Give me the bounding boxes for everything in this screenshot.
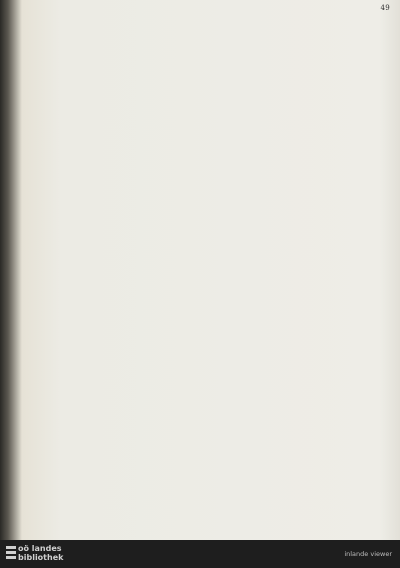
entry-line	[26, 292, 194, 297]
entry-line	[31, 242, 194, 247]
entry-line	[203, 214, 387, 219]
entry-line	[31, 429, 194, 434]
entry-line	[26, 206, 194, 211]
entry-line	[208, 113, 387, 118]
entry-line	[203, 432, 387, 437]
page-number: 49	[380, 4, 390, 12]
entry-line	[26, 443, 194, 448]
entry-line	[26, 98, 194, 103]
entry-line	[208, 238, 387, 243]
entry-line	[26, 465, 194, 470]
viewer-footer	[0, 540, 400, 568]
entry-line	[203, 152, 387, 157]
column-left	[26, 12, 194, 486]
entry-line	[31, 350, 194, 355]
entry-line	[31, 105, 194, 110]
entry-line	[31, 134, 194, 139]
entry-line	[26, 271, 194, 276]
entry-line	[208, 315, 387, 320]
entry-line	[26, 34, 194, 39]
entry-line	[203, 199, 387, 204]
entry-line	[208, 98, 387, 103]
entry-line	[31, 41, 194, 46]
entry-line	[31, 415, 194, 420]
entry-line	[26, 379, 194, 384]
entry-line	[31, 192, 194, 197]
entry-line	[208, 222, 387, 227]
entry-line	[26, 77, 194, 82]
entry-line	[208, 331, 387, 336]
entry-line	[26, 12, 194, 17]
entry-line	[31, 264, 194, 269]
entry-line	[208, 300, 387, 305]
entry-line	[208, 456, 387, 461]
entry-line	[203, 323, 387, 328]
entry-line	[26, 249, 194, 254]
entry-line	[208, 129, 387, 134]
entry-line	[203, 354, 387, 359]
entry-line	[203, 90, 387, 95]
entry-line	[31, 26, 194, 31]
entry-line	[31, 307, 194, 312]
entry-line	[208, 35, 387, 40]
entry-line	[208, 253, 387, 258]
entry-line	[31, 127, 194, 132]
entry-line	[31, 472, 194, 477]
entry-line	[31, 371, 194, 376]
entry-line	[31, 199, 194, 204]
entry-line	[31, 62, 194, 67]
entry-line	[203, 448, 387, 453]
entry-line	[203, 277, 387, 282]
entry-line	[31, 19, 194, 24]
entry-line	[203, 339, 387, 344]
entry-line	[31, 300, 194, 305]
entry-line	[26, 422, 194, 427]
entry-line	[31, 70, 194, 75]
entry-line	[26, 335, 194, 340]
entry-line	[31, 91, 194, 96]
entry-line	[203, 308, 387, 313]
entry-line	[26, 163, 194, 168]
entry-line	[26, 357, 194, 362]
entry-line	[208, 409, 387, 414]
entry-line	[203, 261, 387, 266]
entry-line	[208, 144, 387, 149]
entry-line	[31, 285, 194, 290]
column-right	[203, 12, 387, 479]
entry-line	[31, 436, 194, 441]
entry-line	[203, 105, 387, 110]
entry-line	[31, 213, 194, 218]
entry-line	[203, 370, 387, 375]
entry-line	[203, 245, 387, 250]
entry-line	[208, 347, 387, 352]
entry-line	[208, 160, 387, 165]
entry-line	[31, 328, 194, 333]
entry-line	[208, 20, 387, 25]
entry-line	[208, 393, 387, 398]
entry-line	[31, 364, 194, 369]
entry-line	[208, 191, 387, 196]
entry-line	[31, 343, 194, 348]
entry-line	[203, 230, 387, 235]
entry-line	[208, 66, 387, 71]
entry-line	[31, 156, 194, 161]
entry-line	[31, 458, 194, 463]
entry-line	[203, 12, 387, 17]
entry-line	[31, 393, 194, 398]
entry-line	[208, 269, 387, 274]
entry-line	[203, 183, 387, 188]
entry-line	[208, 51, 387, 56]
entry-line	[203, 168, 387, 173]
entry-line	[203, 74, 387, 79]
entry-line	[26, 185, 194, 190]
entry-line	[208, 175, 387, 180]
entry-line	[31, 386, 194, 391]
entry-line	[203, 121, 387, 126]
entry-line	[208, 284, 387, 289]
entry-line	[26, 55, 194, 60]
entry-line	[31, 113, 194, 118]
entry-line	[26, 141, 194, 146]
entry-line	[31, 479, 194, 484]
entry-line	[208, 424, 387, 429]
entry-line	[26, 228, 194, 233]
entry-line	[31, 235, 194, 240]
entry-line	[203, 417, 387, 422]
entry-line	[31, 170, 194, 175]
entry-line	[208, 440, 387, 445]
entry-line	[31, 177, 194, 182]
entry-line	[208, 207, 387, 212]
entry-line	[26, 314, 194, 319]
entry-line	[203, 59, 387, 64]
entry-line	[31, 84, 194, 89]
entry-line	[203, 401, 387, 406]
entry-line	[31, 407, 194, 412]
entry-line	[26, 120, 194, 125]
entry-line	[31, 450, 194, 455]
entry-line	[208, 378, 387, 383]
entry-line	[31, 48, 194, 53]
entry-line	[203, 43, 387, 48]
entry-line	[26, 400, 194, 405]
library-brand: oö landes bibliothek	[18, 544, 64, 562]
entry-line	[203, 137, 387, 142]
entry-line	[31, 321, 194, 326]
entry-line	[203, 386, 387, 391]
entry-line	[208, 82, 387, 87]
entry-line	[31, 220, 194, 225]
entry-line	[203, 28, 387, 33]
entry-line	[208, 471, 387, 476]
entry-line	[31, 256, 194, 261]
entry-line	[203, 463, 387, 468]
entry-line	[208, 362, 387, 367]
entry-line	[31, 149, 194, 154]
viewer-label: inlande viewer	[344, 550, 392, 558]
library-logo-icon	[6, 546, 16, 561]
entry-line	[31, 278, 194, 283]
entry-line	[203, 292, 387, 297]
